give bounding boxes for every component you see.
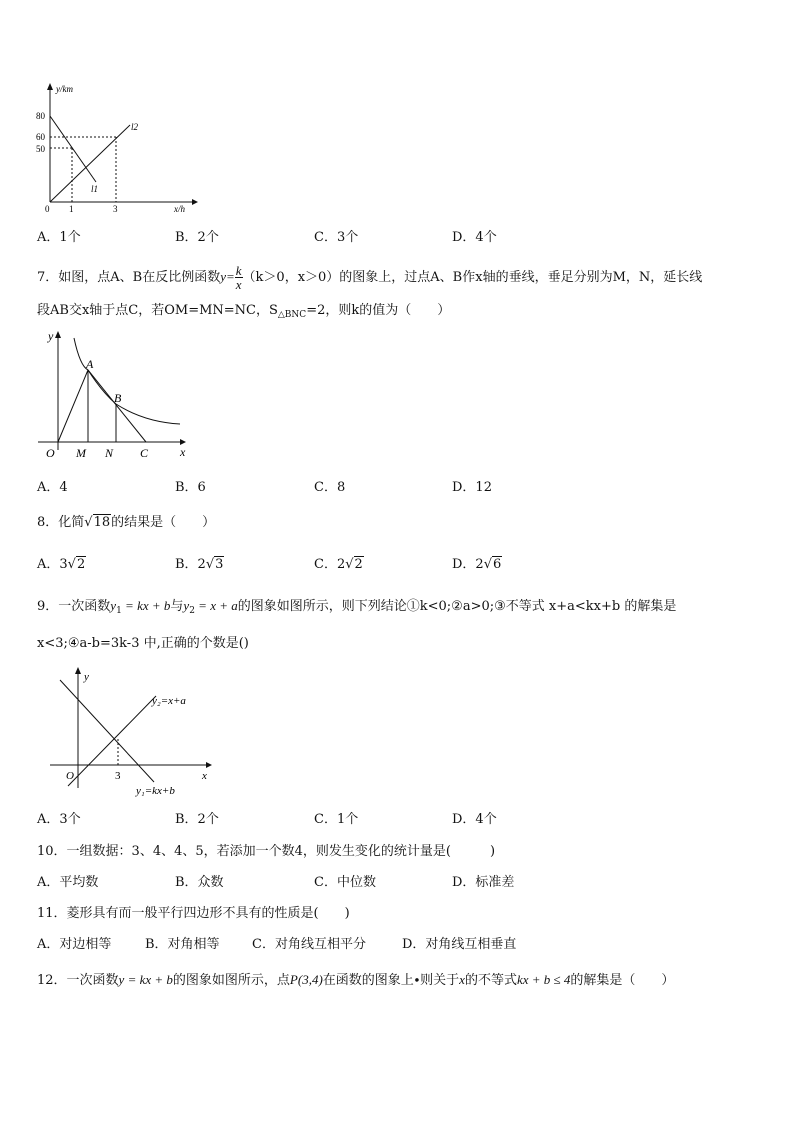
tick-0: 0 <box>45 204 50 214</box>
n-label: N <box>105 446 114 460</box>
y-axis-arrow <box>55 331 61 338</box>
segment-ac <box>88 370 146 442</box>
q6-graph <box>30 80 200 215</box>
q10-option-c[interactable]: C．中位数 <box>314 875 376 890</box>
q9-option-b[interactable]: B．2个 <box>175 812 219 827</box>
q10-option-d[interactable]: D．标准差 <box>452 875 515 890</box>
y-label: y <box>48 329 54 343</box>
q10-option-a[interactable]: A．平均数 <box>37 875 99 890</box>
y-axis-arrow <box>47 83 53 90</box>
label-l1: l1 <box>91 184 99 194</box>
q8-radical: √18 <box>84 515 111 530</box>
q6-option-a[interactable]: A．1个 <box>37 230 81 245</box>
x-label: x <box>180 445 186 459</box>
q7-option-a[interactable]: A．4 <box>37 480 68 495</box>
line-y1 <box>60 680 154 782</box>
b-label: B <box>114 391 122 405</box>
q7-option-b[interactable]: B．6 <box>175 480 206 495</box>
q8-option-b[interactable]: B．2√3 <box>175 557 224 572</box>
line-y2 <box>68 696 156 786</box>
q9-option-d[interactable]: D．4个 <box>452 812 497 827</box>
q9-option-a[interactable]: A．3个 <box>37 812 81 827</box>
tick-60: 60 <box>36 132 45 142</box>
a-label: A <box>86 357 94 371</box>
q7-graph <box>34 326 194 462</box>
q8-option-a[interactable]: A．3√2 <box>37 557 86 572</box>
q7-stem-line2: 段AB交x轴于点C，若OM=MN=NC，$S_{\triangle BNC}=2$，则k的值为（ ） <box>37 303 451 320</box>
q7-fraction: $\frac{k}{x}$ <box>235 263 242 292</box>
q9-graph <box>50 664 220 804</box>
q11-option-b[interactable]: B．对角相等 <box>145 937 220 952</box>
segment-oa <box>58 370 88 442</box>
q10-option-b[interactable]: B．众数 <box>175 875 224 890</box>
c-label: C <box>140 446 149 460</box>
q6-option-c[interactable]: C．3个 <box>314 230 359 245</box>
m-label: M <box>76 446 86 460</box>
label-y2: y₂=x+a <box>152 695 186 707</box>
q7-option-c[interactable]: C．8 <box>314 480 346 495</box>
q11-stem: 11．菱形具有而一般平行四边形不具有的性质是( ) <box>37 906 350 921</box>
o-label: O <box>46 446 55 460</box>
q8-option-c[interactable]: C．2√2 <box>314 557 363 572</box>
tick-80: 80 <box>36 111 45 121</box>
hyperbola <box>74 338 180 424</box>
q11-option-a[interactable]: A．对边相等 <box>37 937 112 952</box>
x-axis-label: x/h <box>174 204 185 214</box>
q7-stem-line1: 7．如图，点A、B在反比例函数y= $\frac{k}{x}$ （k＞0，x＞0）的图象上，过点A、B作x轴的垂线，垂足分别为M，N，延长线 <box>37 263 703 292</box>
tick-3: 3 <box>113 204 118 214</box>
q6-option-b[interactable]: B．2个 <box>175 230 219 245</box>
y-label: y <box>84 671 89 683</box>
q11-option-d[interactable]: D．对角线互相垂直 <box>402 937 517 952</box>
line-l1 <box>50 116 96 182</box>
tick-3: 3 <box>115 770 121 782</box>
tick-50: 50 <box>36 144 45 154</box>
q6-option-d[interactable]: D．4个 <box>452 230 497 245</box>
x-axis-arrow <box>206 762 212 768</box>
q9-option-c[interactable]: C．1个 <box>314 812 359 827</box>
q8-option-d[interactable]: D．2√6 <box>452 557 502 572</box>
y-axis-arrow <box>75 667 81 674</box>
q12-stem: 12．一次函数y = kx + b的图象如图所示，点P(3,4)在函数的图象上∙则关于x的不等式kx + b ≤ 4的解集是（ ） <box>37 972 675 988</box>
x-label: x <box>202 770 207 782</box>
x-axis-arrow <box>192 199 198 205</box>
q8-stem: 8．化简√18的结果是（ ） <box>37 515 216 530</box>
label-l2: l2 <box>131 122 139 132</box>
q9-stem-line1: 9．一次函数$y_1$ = kx + b与$y_2 = x + a$的图象如图所示，则下列结论①k<0;②a>0;③不等式 x+a<kx+b 的解集是 <box>37 598 677 616</box>
q10-stem: 10．一组数据：3、4、4、5，若添加一个数4，则发生变化的统计量是( ) <box>37 844 496 859</box>
q9-stem-line2: x<3;④a-b=3k-3 中,正确的个数是() <box>37 636 249 651</box>
label-y1: y₁=kx+b <box>136 785 175 797</box>
q7-option-d[interactable]: D．12 <box>452 480 492 495</box>
o-label: O <box>66 770 74 782</box>
tick-1: 1 <box>69 204 74 214</box>
y-axis-label: y/km <box>56 84 73 94</box>
q11-option-c[interactable]: C．对角线互相平分 <box>252 937 366 952</box>
